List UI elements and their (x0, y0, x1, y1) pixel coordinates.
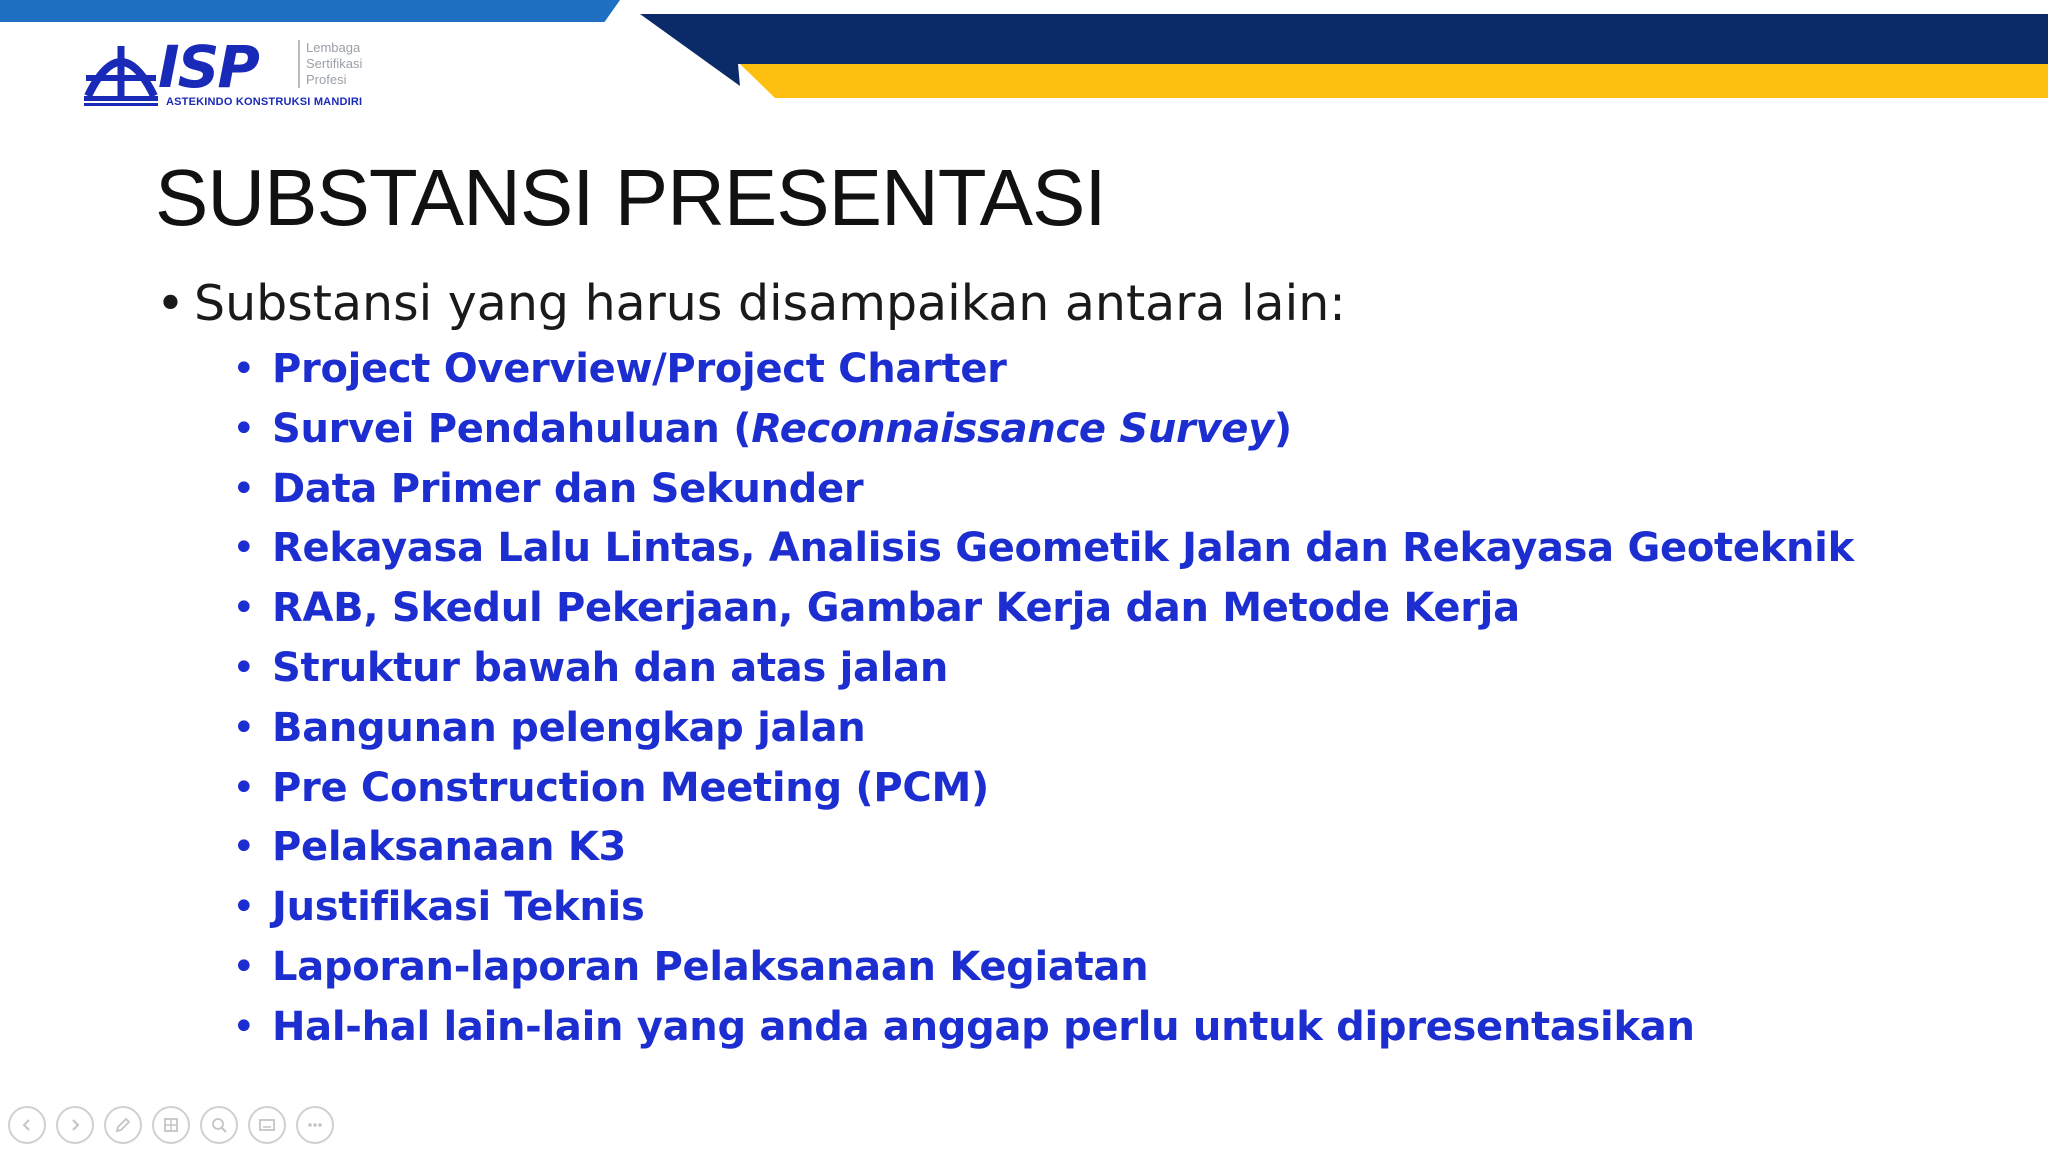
pen-tool-button[interactable] (104, 1106, 142, 1144)
sub-bullet-list (232, 340, 1854, 1058)
list-item (232, 878, 1854, 938)
pen-icon (114, 1116, 132, 1134)
arrow-left-icon (19, 1117, 35, 1133)
list-item (232, 699, 1854, 759)
slides-grid-icon (162, 1116, 180, 1134)
bullet-dot: • (232, 405, 256, 452)
list-item-text: Project Overview/Project Charter (272, 346, 1007, 392)
list-item-text: Data Primer dan Sekunder (272, 465, 864, 512)
list-item (232, 759, 1854, 819)
bullet-dot: • (232, 585, 256, 632)
list-item-text: Pelaksanaan K3 (272, 824, 627, 871)
list-item (232, 938, 1854, 998)
list-item-text: ) (1273, 405, 1292, 452)
logo-side-text (298, 40, 386, 88)
logo-side-line: Profesi (306, 72, 347, 87)
list-item-italic-text: Reconnaissance Survey (751, 405, 1274, 452)
list-item-text: Rekayasa Lalu Lintas, Analisis Geometik Jalan dan Rekayasa Geoteknik (272, 525, 1854, 572)
slideshow-controls (8, 1106, 334, 1146)
list-item (232, 579, 1854, 639)
next-slide-button[interactable] (56, 1106, 94, 1144)
bullet-dot: • (232, 943, 256, 990)
lead-bullet (156, 272, 1346, 336)
list-item (232, 400, 1854, 460)
bullet-dot: • (232, 884, 256, 931)
logo-side-line: Sertifikasi (306, 56, 363, 71)
list-item-text: Survei Pendahuluan ( (272, 405, 752, 452)
magnifier-icon (210, 1116, 228, 1134)
list-item-text: Bangunan pelengkap jalan (272, 704, 866, 751)
more-options-button[interactable] (296, 1106, 334, 1144)
arrow-right-icon (67, 1117, 83, 1133)
subtitles-button[interactable] (248, 1106, 286, 1144)
more-dots-icon (306, 1116, 324, 1134)
lsp-logo (82, 33, 382, 116)
bullet-dot: • (232, 704, 256, 751)
previous-slide-button[interactable] (8, 1106, 46, 1144)
screen-icon (258, 1116, 276, 1134)
list-item-text: RAB, Skedul Pekerjaan, Gambar Kerja dan Metode Kerja (272, 585, 1520, 632)
logo-wordmark: ISP (158, 33, 258, 101)
list-item-text: Justifikasi Teknis (272, 884, 645, 931)
bullet-dot: • (156, 275, 185, 332)
list-item (232, 639, 1854, 699)
bullet-dot: • (232, 346, 256, 392)
list-item (232, 998, 1854, 1058)
bullet-dot: • (232, 1003, 256, 1050)
slide-title: SUBSTANSI PRESENTASI (155, 153, 1106, 242)
list-item-text: Struktur bawah dan atas jalan (272, 644, 949, 691)
see-all-slides-button[interactable] (152, 1106, 190, 1144)
header-stripe-blue (0, 0, 620, 22)
list-item-text: Laporan-laporan Pelaksanaan Kegiatan (272, 943, 1149, 990)
list-item (232, 460, 1854, 520)
list-item (232, 818, 1854, 878)
list-item-text: Pre Construction Meeting (PCM) (272, 764, 989, 811)
zoom-button[interactable] (200, 1106, 238, 1144)
bullet-dot: • (232, 764, 256, 811)
arch-emblem-icon (82, 36, 160, 108)
list-item (232, 519, 1854, 579)
logo-tagline: ASTEKINDO KONSTRUKSI MANDIRI (166, 96, 363, 108)
logo-side-line: Lembaga (306, 40, 361, 55)
lead-text: Substansi yang harus disampaikan antara lain: (194, 275, 1346, 332)
bullet-dot: • (232, 824, 256, 871)
bullet-dot: • (232, 644, 256, 691)
list-item-text: Hal-hal lain-lain yang anda anggap perlu untuk dipresentasikan (272, 1003, 1695, 1050)
bullet-dot: • (232, 525, 256, 572)
list-item (232, 340, 1854, 400)
bullet-dot: • (232, 465, 256, 512)
